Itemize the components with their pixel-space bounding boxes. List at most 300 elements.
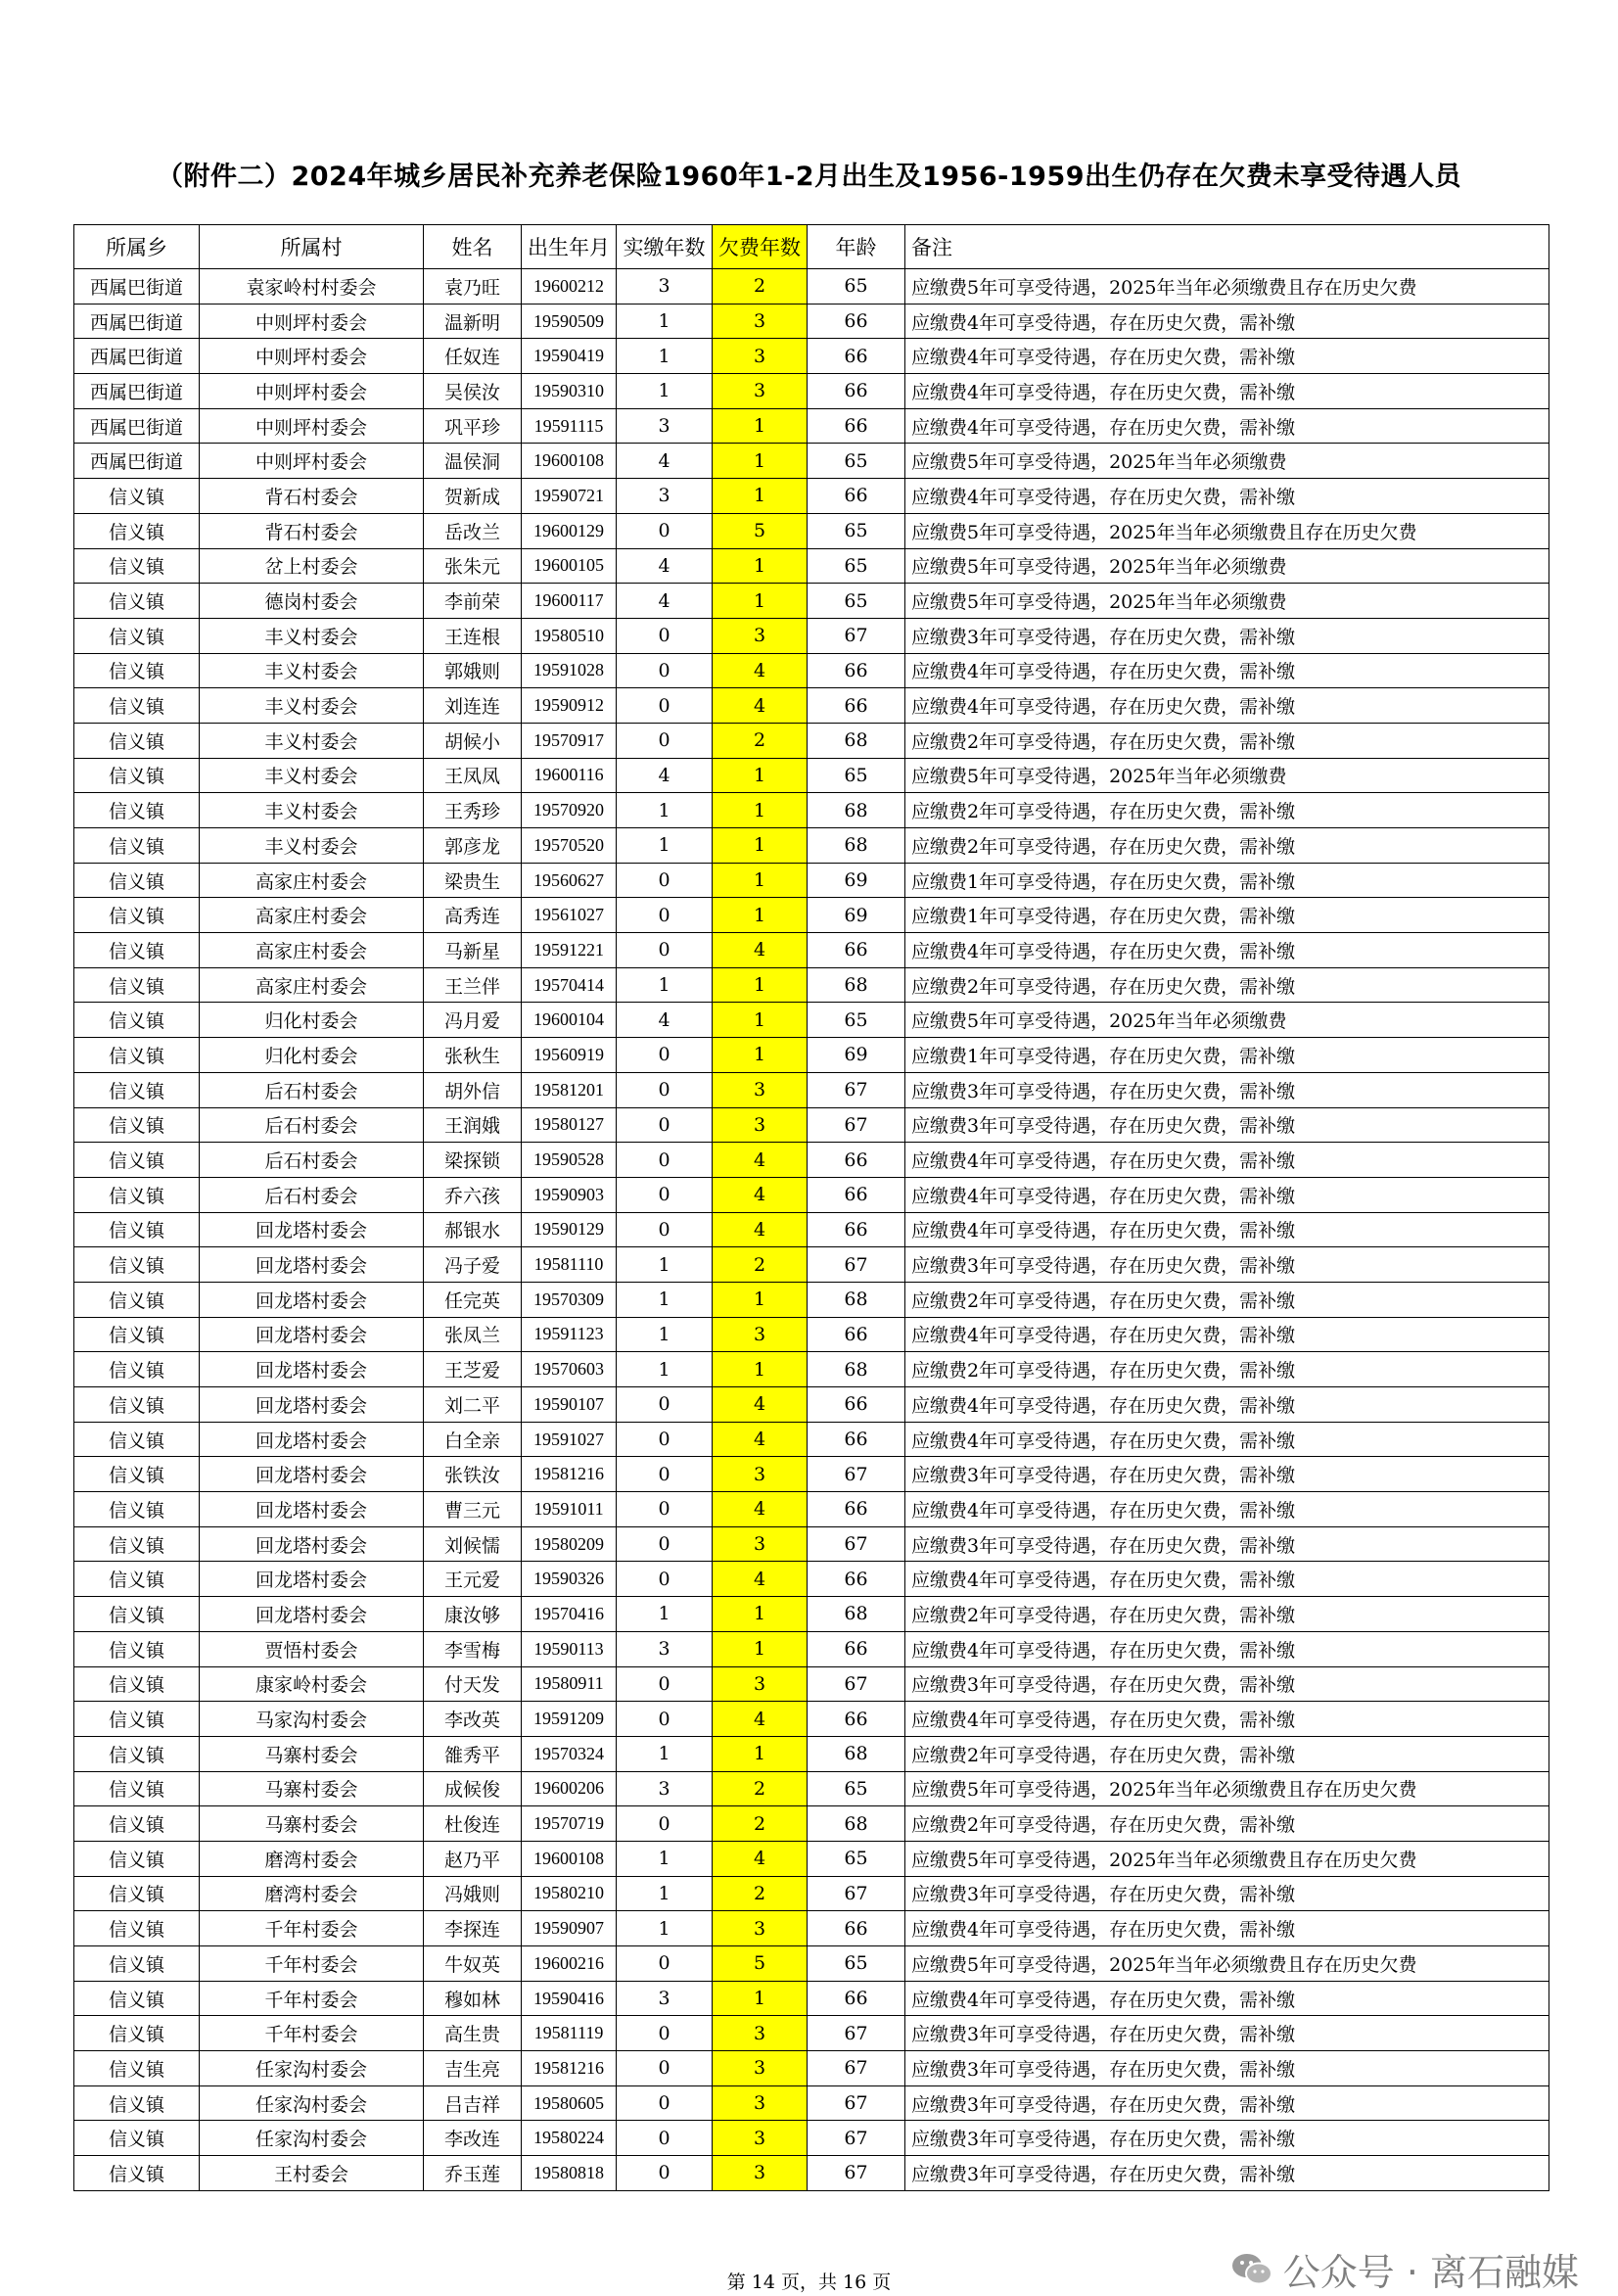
cell-age: 68 bbox=[808, 1352, 905, 1387]
cell-village: 磨湾村委会 bbox=[200, 1876, 424, 1911]
cell-paid-years: 0 bbox=[617, 2156, 713, 2191]
table-row bbox=[74, 339, 1549, 374]
cell-village: 归化村委会 bbox=[200, 1003, 424, 1038]
cell-township: 信义镇 bbox=[74, 1597, 200, 1632]
cell-name: 郝银水 bbox=[424, 1212, 522, 1247]
table-row bbox=[74, 408, 1549, 444]
cell-name: 李前荣 bbox=[424, 584, 522, 619]
cell-name: 牛奴英 bbox=[424, 1946, 522, 1982]
watermark bbox=[1230, 2242, 1579, 2296]
cell-age: 65 bbox=[808, 1771, 905, 1806]
cell-village: 王村委会 bbox=[200, 2156, 424, 2191]
cell-owed-years: 3 bbox=[713, 2051, 808, 2086]
cell-age: 68 bbox=[808, 967, 905, 1003]
cell-age: 68 bbox=[808, 828, 905, 864]
cell-birth: 19570917 bbox=[522, 723, 617, 758]
cell-village: 千年村委会 bbox=[200, 1981, 424, 2016]
cell-paid-years: 1 bbox=[617, 1282, 713, 1317]
cell-owed-years: 1 bbox=[713, 1631, 808, 1666]
cell-owed-years: 1 bbox=[713, 793, 808, 828]
cell-remarks: 应缴费5年可享受待遇，2025年当年必须缴费且存在历史欠费 bbox=[905, 1771, 1549, 1806]
cell-name: 马新星 bbox=[424, 933, 522, 968]
table-row bbox=[74, 1876, 1549, 1911]
cell-name: 王秀珍 bbox=[424, 793, 522, 828]
cell-township: 信义镇 bbox=[74, 2121, 200, 2156]
cell-remarks: 应缴费4年可享受待遇，存在历史欠费，需补缴 bbox=[905, 1212, 1549, 1247]
cell-name: 刘二平 bbox=[424, 1387, 522, 1423]
cell-name: 高生贵 bbox=[424, 2016, 522, 2051]
cell-birth: 19580510 bbox=[522, 618, 617, 653]
cell-township: 信义镇 bbox=[74, 793, 200, 828]
table-row bbox=[74, 304, 1549, 339]
cell-age: 69 bbox=[808, 898, 905, 933]
cell-township: 信义镇 bbox=[74, 1631, 200, 1666]
cell-township: 信义镇 bbox=[74, 1911, 200, 1946]
cell-age: 66 bbox=[808, 1387, 905, 1423]
table-row bbox=[74, 1911, 1549, 1946]
cell-name: 王连根 bbox=[424, 618, 522, 653]
cell-paid-years: 0 bbox=[617, 513, 713, 548]
cell-village: 丰义村委会 bbox=[200, 618, 424, 653]
cell-name: 穆如林 bbox=[424, 1981, 522, 2016]
cell-birth: 19590912 bbox=[522, 688, 617, 724]
cell-village: 岔上村委会 bbox=[200, 548, 424, 584]
cell-paid-years: 0 bbox=[617, 618, 713, 653]
cell-township: 信义镇 bbox=[74, 898, 200, 933]
table-row bbox=[74, 1526, 1549, 1562]
cell-birth: 19570520 bbox=[522, 828, 617, 864]
cell-name: 张秋生 bbox=[424, 1038, 522, 1073]
cell-village: 磨湾村委会 bbox=[200, 1841, 424, 1876]
table-row bbox=[74, 1666, 1549, 1702]
cell-village: 任家沟村委会 bbox=[200, 2051, 424, 2086]
cell-name: 吉生亮 bbox=[424, 2051, 522, 2086]
cell-township: 信义镇 bbox=[74, 2051, 200, 2086]
cell-remarks: 应缴费4年可享受待遇，存在历史欠费，需补缴 bbox=[905, 1981, 1549, 2016]
cell-age: 65 bbox=[808, 513, 905, 548]
cell-name: 康汝够 bbox=[424, 1597, 522, 1632]
cell-remarks: 应缴费4年可享受待遇，存在历史欠费，需补缴 bbox=[905, 1143, 1549, 1178]
cell-owed-years: 3 bbox=[713, 1911, 808, 1946]
table-row bbox=[74, 1038, 1549, 1073]
cell-remarks: 应缴费3年可享受待遇，存在历史欠费，需补缴 bbox=[905, 1247, 1549, 1283]
cell-birth: 19580605 bbox=[522, 2085, 617, 2121]
cell-owed-years: 3 bbox=[713, 1457, 808, 1492]
cell-name: 张凤兰 bbox=[424, 1317, 522, 1352]
cell-name: 乔玉莲 bbox=[424, 2156, 522, 2191]
cell-village: 中则坪村委会 bbox=[200, 444, 424, 479]
cell-township: 西属巴街道 bbox=[74, 374, 200, 409]
cell-remarks: 应缴费5年可享受待遇，2025年当年必须缴费且存在历史欠费 bbox=[905, 269, 1549, 305]
cell-age: 67 bbox=[808, 1876, 905, 1911]
cell-owed-years: 1 bbox=[713, 967, 808, 1003]
table-row bbox=[74, 479, 1549, 514]
cell-village: 回龙塔村委会 bbox=[200, 1387, 424, 1423]
cell-village: 丰义村委会 bbox=[200, 758, 424, 793]
cell-township: 信义镇 bbox=[74, 618, 200, 653]
cell-owed-years: 3 bbox=[713, 2121, 808, 2156]
cell-owed-years: 1 bbox=[713, 898, 808, 933]
cell-name: 白全亲 bbox=[424, 1422, 522, 1457]
cell-birth: 19580818 bbox=[522, 2156, 617, 2191]
cell-birth: 19590326 bbox=[522, 1562, 617, 1597]
cell-village: 后石村委会 bbox=[200, 1107, 424, 1143]
cell-remarks: 应缴费2年可享受待遇，存在历史欠费，需补缴 bbox=[905, 1736, 1549, 1771]
cell-owed-years: 5 bbox=[713, 513, 808, 548]
cell-township: 信义镇 bbox=[74, 1038, 200, 1073]
table-row bbox=[74, 1177, 1549, 1212]
cell-birth: 19560919 bbox=[522, 1038, 617, 1073]
cell-owed-years: 4 bbox=[713, 688, 808, 724]
cell-name: 吴侯汝 bbox=[424, 374, 522, 409]
cell-paid-years: 4 bbox=[617, 758, 713, 793]
cell-remarks: 应缴费4年可享受待遇，存在历史欠费，需补缴 bbox=[905, 374, 1549, 409]
cell-paid-years: 3 bbox=[617, 479, 713, 514]
header-village: 所属村 bbox=[200, 225, 424, 269]
cell-village: 回龙塔村委会 bbox=[200, 1526, 424, 1562]
cell-paid-years: 0 bbox=[617, 1666, 713, 1702]
cell-township: 西属巴街道 bbox=[74, 269, 200, 305]
cell-remarks: 应缴费4年可享受待遇，存在历史欠费，需补缴 bbox=[905, 408, 1549, 444]
cell-owed-years: 3 bbox=[713, 339, 808, 374]
cell-township: 信义镇 bbox=[74, 1492, 200, 1527]
cell-remarks: 应缴费5年可享受待遇，2025年当年必须缴费且存在历史欠费 bbox=[905, 1946, 1549, 1982]
cell-remarks: 应缴费4年可享受待遇，存在历史欠费，需补缴 bbox=[905, 933, 1549, 968]
cell-birth: 19590310 bbox=[522, 374, 617, 409]
cell-village: 回龙塔村委会 bbox=[200, 1317, 424, 1352]
cell-remarks: 应缴费3年可享受待遇，存在历史欠费，需补缴 bbox=[905, 1526, 1549, 1562]
cell-paid-years: 1 bbox=[617, 828, 713, 864]
header-owed-years: 欠费年数 bbox=[713, 225, 808, 269]
table-row bbox=[74, 1492, 1549, 1527]
cell-name: 梁贵生 bbox=[424, 863, 522, 898]
header-birth: 出生年月 bbox=[522, 225, 617, 269]
cell-paid-years: 0 bbox=[617, 1422, 713, 1457]
cell-name: 付天发 bbox=[424, 1666, 522, 1702]
cell-owed-years: 3 bbox=[713, 304, 808, 339]
cell-village: 回龙塔村委会 bbox=[200, 1422, 424, 1457]
cell-name: 赵乃平 bbox=[424, 1841, 522, 1876]
table-row bbox=[74, 1736, 1549, 1771]
cell-owed-years: 4 bbox=[713, 1702, 808, 1737]
cell-name: 冯娥则 bbox=[424, 1876, 522, 1911]
cell-owed-years: 3 bbox=[713, 2016, 808, 2051]
cell-owed-years: 3 bbox=[713, 374, 808, 409]
cell-age: 69 bbox=[808, 863, 905, 898]
cell-birth: 19590129 bbox=[522, 1212, 617, 1247]
cell-age: 67 bbox=[808, 1666, 905, 1702]
cell-birth: 19591115 bbox=[522, 408, 617, 444]
cell-name: 温新明 bbox=[424, 304, 522, 339]
cell-township: 信义镇 bbox=[74, 1107, 200, 1143]
table-row bbox=[74, 1422, 1549, 1457]
table-row bbox=[74, 688, 1549, 724]
cell-paid-years: 0 bbox=[617, 1038, 713, 1073]
cell-remarks: 应缴费4年可享受待遇，存在历史欠费，需补缴 bbox=[905, 1631, 1549, 1666]
cell-birth: 19590509 bbox=[522, 304, 617, 339]
cell-birth: 19590907 bbox=[522, 1911, 617, 1946]
cell-paid-years: 3 bbox=[617, 408, 713, 444]
cell-owed-years: 1 bbox=[713, 548, 808, 584]
table-row bbox=[74, 1247, 1549, 1283]
cell-township: 信义镇 bbox=[74, 1806, 200, 1842]
cell-township: 信义镇 bbox=[74, 479, 200, 514]
cell-owed-years: 4 bbox=[713, 1422, 808, 1457]
cell-owed-years: 3 bbox=[713, 1526, 808, 1562]
cell-township: 信义镇 bbox=[74, 1562, 200, 1597]
cell-village: 丰义村委会 bbox=[200, 688, 424, 724]
cell-age: 66 bbox=[808, 1143, 905, 1178]
cell-township: 信义镇 bbox=[74, 933, 200, 968]
cell-name: 王凤凤 bbox=[424, 758, 522, 793]
cell-township: 信义镇 bbox=[74, 1422, 200, 1457]
header-name: 姓名 bbox=[424, 225, 522, 269]
cell-age: 66 bbox=[808, 1631, 905, 1666]
cell-age: 67 bbox=[808, 2051, 905, 2086]
cell-age: 66 bbox=[808, 1911, 905, 1946]
table-row bbox=[74, 2051, 1549, 2086]
cell-age: 67 bbox=[808, 618, 905, 653]
cell-age: 67 bbox=[808, 1526, 905, 1562]
cell-owed-years: 1 bbox=[713, 758, 808, 793]
cell-birth: 19591221 bbox=[522, 933, 617, 968]
cell-owed-years: 3 bbox=[713, 2085, 808, 2121]
cell-age: 68 bbox=[808, 1806, 905, 1842]
cell-name: 李雪梅 bbox=[424, 1631, 522, 1666]
cell-village: 马寨村委会 bbox=[200, 1806, 424, 1842]
cell-remarks: 应缴费3年可享受待遇，存在历史欠费，需补缴 bbox=[905, 2016, 1549, 2051]
cell-age: 68 bbox=[808, 793, 905, 828]
cell-township: 信义镇 bbox=[74, 723, 200, 758]
cell-name: 任完英 bbox=[424, 1282, 522, 1317]
header-row bbox=[74, 225, 1549, 269]
cell-township: 信义镇 bbox=[74, 1003, 200, 1038]
cell-paid-years: 1 bbox=[617, 1841, 713, 1876]
cell-paid-years: 0 bbox=[617, 1387, 713, 1423]
cell-age: 68 bbox=[808, 1597, 905, 1632]
cell-name: 王兰伴 bbox=[424, 967, 522, 1003]
cell-birth: 19600108 bbox=[522, 444, 617, 479]
table-row bbox=[74, 967, 1549, 1003]
cell-township: 西属巴街道 bbox=[74, 304, 200, 339]
table-row bbox=[74, 444, 1549, 479]
table-row bbox=[74, 618, 1549, 653]
header-township: 所属乡 bbox=[74, 225, 200, 269]
cell-name: 刘连连 bbox=[424, 688, 522, 724]
cell-paid-years: 0 bbox=[617, 2051, 713, 2086]
cell-name: 李改英 bbox=[424, 1702, 522, 1737]
table-row bbox=[74, 1562, 1549, 1597]
cell-birth: 19600108 bbox=[522, 1841, 617, 1876]
table-row bbox=[74, 2016, 1549, 2051]
cell-owed-years: 1 bbox=[713, 444, 808, 479]
cell-paid-years: 3 bbox=[617, 269, 713, 305]
cell-name: 温侯洞 bbox=[424, 444, 522, 479]
table-row bbox=[74, 269, 1549, 305]
cell-remarks: 应缴费1年可享受待遇，存在历史欠费，需补缴 bbox=[905, 1038, 1549, 1073]
cell-village: 中则坪村委会 bbox=[200, 304, 424, 339]
cell-remarks: 应缴费2年可享受待遇，存在历史欠费，需补缴 bbox=[905, 793, 1549, 828]
cell-age: 65 bbox=[808, 1946, 905, 1982]
cell-name: 巩平珍 bbox=[424, 408, 522, 444]
cell-owed-years: 5 bbox=[713, 1946, 808, 1982]
cell-age: 65 bbox=[808, 584, 905, 619]
cell-township: 信义镇 bbox=[74, 1736, 200, 1771]
cell-township: 信义镇 bbox=[74, 688, 200, 724]
cell-remarks: 应缴费4年可享受待遇，存在历史欠费，需补缴 bbox=[905, 1177, 1549, 1212]
table-row bbox=[74, 1143, 1549, 1178]
cell-remarks: 应缴费3年可享受待遇，存在历史欠费，需补缴 bbox=[905, 2121, 1549, 2156]
cell-age: 67 bbox=[808, 1247, 905, 1283]
table-row bbox=[74, 1282, 1549, 1317]
cell-village: 千年村委会 bbox=[200, 1946, 424, 1982]
cell-owed-years: 3 bbox=[713, 1107, 808, 1143]
cell-remarks: 应缴费2年可享受待遇，存在历史欠费，需补缴 bbox=[905, 1282, 1549, 1317]
cell-township: 信义镇 bbox=[74, 1526, 200, 1562]
cell-age: 67 bbox=[808, 2156, 905, 2191]
cell-owed-years: 1 bbox=[713, 863, 808, 898]
cell-owed-years: 4 bbox=[713, 1387, 808, 1423]
cell-paid-years: 0 bbox=[617, 1457, 713, 1492]
cell-village: 袁家岭村村委会 bbox=[200, 269, 424, 305]
cell-village: 马家沟村委会 bbox=[200, 1702, 424, 1737]
cell-village: 丰义村委会 bbox=[200, 653, 424, 688]
table-row bbox=[74, 1072, 1549, 1107]
cell-paid-years: 0 bbox=[617, 1107, 713, 1143]
cell-paid-years: 0 bbox=[617, 1562, 713, 1597]
table-row bbox=[74, 2156, 1549, 2191]
cell-remarks: 应缴费5年可享受待遇，2025年当年必须缴费且存在历史欠费 bbox=[905, 1841, 1549, 1876]
cell-village: 回龙塔村委会 bbox=[200, 1597, 424, 1632]
cell-name: 冯月爱 bbox=[424, 1003, 522, 1038]
cell-birth: 19600117 bbox=[522, 584, 617, 619]
cell-village: 高家庄村委会 bbox=[200, 967, 424, 1003]
cell-owed-years: 4 bbox=[713, 1143, 808, 1178]
cell-birth: 19591028 bbox=[522, 653, 617, 688]
cell-paid-years: 0 bbox=[617, 1526, 713, 1562]
cell-birth: 19590528 bbox=[522, 1143, 617, 1178]
cell-remarks: 应缴费2年可享受待遇，存在历史欠费，需补缴 bbox=[905, 723, 1549, 758]
cell-township: 信义镇 bbox=[74, 1981, 200, 2016]
table-row bbox=[74, 933, 1549, 968]
cell-village: 高家庄村委会 bbox=[200, 898, 424, 933]
cell-age: 66 bbox=[808, 339, 905, 374]
cell-village: 背石村委会 bbox=[200, 479, 424, 514]
cell-name: 胡候小 bbox=[424, 723, 522, 758]
cell-township: 信义镇 bbox=[74, 2016, 200, 2051]
cell-remarks: 应缴费4年可享受待遇，存在历史欠费，需补缴 bbox=[905, 688, 1549, 724]
cell-village: 回龙塔村委会 bbox=[200, 1492, 424, 1527]
cell-village: 任家沟村委会 bbox=[200, 2121, 424, 2156]
cell-birth: 19580911 bbox=[522, 1666, 617, 1702]
cell-village: 中则坪村委会 bbox=[200, 408, 424, 444]
cell-remarks: 应缴费3年可享受待遇，存在历史欠费，需补缴 bbox=[905, 2085, 1549, 2121]
cell-village: 马寨村委会 bbox=[200, 1771, 424, 1806]
cell-owed-years: 2 bbox=[713, 1771, 808, 1806]
cell-township: 信义镇 bbox=[74, 1212, 200, 1247]
table-row bbox=[74, 1352, 1549, 1387]
cell-age: 66 bbox=[808, 1702, 905, 1737]
cell-remarks: 应缴费5年可享受待遇，2025年当年必须缴费 bbox=[905, 584, 1549, 619]
cell-paid-years: 1 bbox=[617, 967, 713, 1003]
table-row bbox=[74, 1317, 1549, 1352]
cell-paid-years: 3 bbox=[617, 1981, 713, 2016]
cell-remarks: 应缴费1年可享受待遇，存在历史欠费，需补缴 bbox=[905, 898, 1549, 933]
cell-birth: 19600105 bbox=[522, 548, 617, 584]
cell-birth: 19570324 bbox=[522, 1736, 617, 1771]
cell-township: 西属巴街道 bbox=[74, 408, 200, 444]
cell-age: 66 bbox=[808, 304, 905, 339]
table-row bbox=[74, 1981, 1549, 2016]
table-row bbox=[74, 1771, 1549, 1806]
cell-age: 69 bbox=[808, 1038, 905, 1073]
document-title: （附件二）2024年城乡居民补充养老保险1960年1-2月出生及1956-1959出生仍存在欠费未享受待遇人员 bbox=[156, 162, 1462, 192]
cell-remarks: 应缴费2年可享受待遇，存在历史欠费，需补缴 bbox=[905, 828, 1549, 864]
cell-paid-years: 1 bbox=[617, 339, 713, 374]
cell-paid-years: 1 bbox=[617, 1352, 713, 1387]
cell-paid-years: 0 bbox=[617, 1177, 713, 1212]
cell-owed-years: 3 bbox=[713, 618, 808, 653]
cell-birth: 19570719 bbox=[522, 1806, 617, 1842]
cell-remarks: 应缴费4年可享受待遇，存在历史欠费，需补缴 bbox=[905, 479, 1549, 514]
cell-township: 信义镇 bbox=[74, 1457, 200, 1492]
cell-owed-years: 2 bbox=[713, 1247, 808, 1283]
cell-township: 信义镇 bbox=[74, 513, 200, 548]
cell-owed-years: 1 bbox=[713, 408, 808, 444]
cell-remarks: 应缴费5年可享受待遇，2025年当年必须缴费 bbox=[905, 1003, 1549, 1038]
table-row bbox=[74, 1457, 1549, 1492]
cell-birth: 19560627 bbox=[522, 863, 617, 898]
cell-paid-years: 3 bbox=[617, 1631, 713, 1666]
cell-birth: 19590416 bbox=[522, 1981, 617, 2016]
cell-remarks: 应缴费4年可享受待遇，存在历史欠费，需补缴 bbox=[905, 1911, 1549, 1946]
cell-remarks: 应缴费4年可享受待遇，存在历史欠费，需补缴 bbox=[905, 653, 1549, 688]
cell-village: 后石村委会 bbox=[200, 1072, 424, 1107]
cell-paid-years: 0 bbox=[617, 688, 713, 724]
cell-owed-years: 1 bbox=[713, 1282, 808, 1317]
cell-owed-years: 1 bbox=[713, 1981, 808, 2016]
cell-owed-years: 4 bbox=[713, 1492, 808, 1527]
cell-birth: 19580209 bbox=[522, 1526, 617, 1562]
cell-name: 袁乃旺 bbox=[424, 269, 522, 305]
cell-paid-years: 0 bbox=[617, 1143, 713, 1178]
table-row bbox=[74, 1597, 1549, 1632]
cell-paid-years: 1 bbox=[617, 374, 713, 409]
cell-name: 曹三元 bbox=[424, 1492, 522, 1527]
cell-paid-years: 0 bbox=[617, 653, 713, 688]
cell-age: 66 bbox=[808, 1317, 905, 1352]
cell-name: 岳改兰 bbox=[424, 513, 522, 548]
table-row bbox=[74, 2121, 1549, 2156]
cell-paid-years: 4 bbox=[617, 548, 713, 584]
table-row bbox=[74, 1212, 1549, 1247]
cell-owed-years: 3 bbox=[713, 1666, 808, 1702]
cell-remarks: 应缴费3年可享受待遇，存在历史欠费，需补缴 bbox=[905, 1072, 1549, 1107]
cell-birth: 19600116 bbox=[522, 758, 617, 793]
cell-birth: 19590419 bbox=[522, 339, 617, 374]
cell-name: 雒秀平 bbox=[424, 1736, 522, 1771]
cell-township: 信义镇 bbox=[74, 653, 200, 688]
cell-remarks: 应缴费4年可享受待遇，存在历史欠费，需补缴 bbox=[905, 1492, 1549, 1527]
table-row bbox=[74, 653, 1549, 688]
cell-village: 贾悟村委会 bbox=[200, 1631, 424, 1666]
cell-township: 信义镇 bbox=[74, 1317, 200, 1352]
table-row bbox=[74, 723, 1549, 758]
cell-township: 信义镇 bbox=[74, 967, 200, 1003]
cell-township: 信义镇 bbox=[74, 1247, 200, 1283]
table-row bbox=[74, 1003, 1549, 1038]
watermark-text: 公众号 · 离石融媒 bbox=[1282, 2251, 1579, 2294]
